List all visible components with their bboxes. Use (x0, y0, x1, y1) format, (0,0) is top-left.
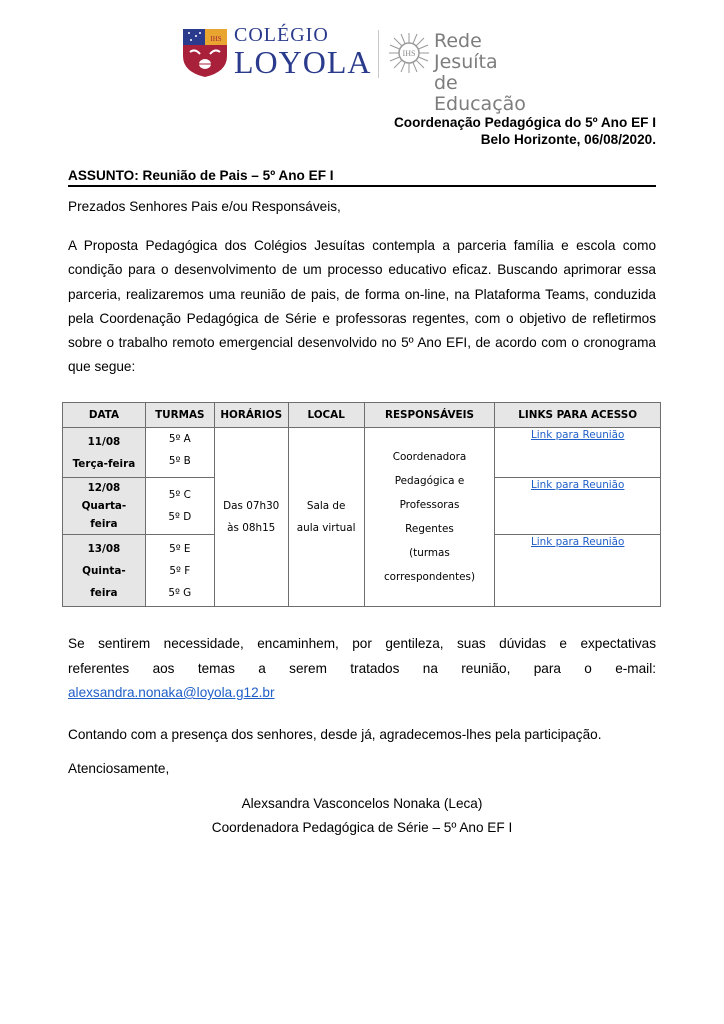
sunburst-monogram: IHS (402, 49, 416, 58)
email-link[interactable]: alexsandra.nonaka@loyola.g12.br (68, 685, 275, 700)
col-header-links: LINKS PARA ACESSO (495, 403, 661, 428)
coordination-header (394, 114, 656, 148)
place-date: Belo Horizonte, 06/08/2020. (480, 132, 656, 147)
thanks-paragraph: Contando com a presença dos senhores, desde já, agradecemos-lhes pela participação. (68, 727, 602, 742)
contact-paragraph (68, 632, 656, 706)
date: 13/08 (87, 542, 121, 555)
weekday: Quinta- (82, 564, 126, 577)
date: 12/08 (87, 482, 121, 494)
contact-line2: referentes aos temas a serem tratados na reunião, para o e-mail: (68, 660, 656, 676)
col-header-location: LOCAL (288, 403, 364, 428)
signature-role: Coordenadora Pedagógica de Série – 5º Ano EF I (211, 819, 513, 835)
letterhead (178, 22, 548, 115)
responsible-line: Pedagógica e (394, 475, 465, 487)
location-line2: aula virtual (296, 522, 356, 534)
class: 5º A (168, 433, 191, 445)
subject-line: ASSUNTO: Reunião de Pais – 5º Ano EF I (68, 168, 656, 187)
meeting-link[interactable]: Link para Reunião (530, 429, 625, 441)
location-cell (288, 428, 364, 607)
table-header-row (63, 403, 661, 428)
weekday: Terça-feira (72, 457, 136, 470)
time-end: às 08h15 (227, 522, 276, 534)
responsible-line: correspondentes) (383, 571, 476, 583)
col-header-times: HORÁRIOS (214, 403, 288, 428)
classes-cell (145, 535, 214, 607)
network-name-line1: Rede Jesuíta (434, 30, 498, 73)
jesuit-sunburst-icon (388, 32, 430, 74)
date-cell (63, 428, 146, 478)
class: 5º D (168, 511, 192, 523)
class: 5º G (168, 586, 192, 599)
responsible-line: Professoras (399, 499, 460, 511)
table-row (63, 428, 661, 478)
intro-paragraph: A Proposta Pedagógica dos Colégios Jesuítas contempla a parceria família e escola como condição para o desenvolvimento de um processo educativo eficaz. Buscando aprimorar essa parceria, realizaremos uma reunião de pais, de forma on-line, na Plataforma Teams, conduzida pela Coordenação Pedagógica de Série e professoras regentes, com o objetivo de refletirmos sobre o trabalho remoto emergencial desenvolvido no 5º Ano EFI, de acordo com o cronograma que segue: (68, 238, 656, 375)
responsible-line: Coordenadora (392, 451, 467, 463)
responsible-line: Regentes (405, 523, 454, 535)
responsible-line: (turmas (409, 547, 450, 559)
col-header-classes: TURMAS (145, 403, 214, 428)
time-cell (214, 428, 288, 607)
weekday: feira (90, 586, 118, 599)
weekday: Quarta- (81, 500, 127, 512)
link-cell (495, 478, 661, 535)
class: 5º F (169, 564, 191, 577)
schedule-table (62, 402, 661, 607)
school-name-line2: LOYOLA (234, 44, 372, 80)
date: 11/08 (87, 435, 121, 448)
date-cell (63, 535, 146, 607)
school-name-line1: COLÉGIO (234, 24, 329, 46)
class: 5º C (168, 489, 191, 501)
date-cell (63, 478, 146, 535)
time-start: Das 07h30 (223, 500, 280, 512)
school-shield-icon (182, 28, 228, 78)
col-header-responsible: RESPONSÁVEIS (364, 403, 495, 428)
classes-cell (145, 478, 214, 535)
logo-divider (378, 30, 379, 78)
contact-line1: Se sentirem necessidade, encaminhem, por gentileza, suas dúvidas e expectativas (68, 636, 656, 651)
signature-block (68, 792, 656, 839)
shield-monogram: IHS (210, 35, 222, 43)
meeting-link[interactable]: Link para Reunião (530, 536, 625, 548)
location-line1: Sala de (306, 500, 346, 512)
coordination-title: Coordenação Pedagógica do 5º Ano EF I (393, 115, 656, 130)
greeting: Prezados Senhores Pais e/ou Responsáveis, (68, 199, 341, 214)
link-cell (495, 428, 661, 478)
network-name-line2: de Educação (434, 72, 526, 115)
meeting-link[interactable]: Link para Reunião (530, 479, 625, 491)
weekday: feira (90, 518, 118, 530)
class: 5º E (169, 542, 191, 555)
network-name (434, 31, 548, 115)
link-cell (495, 535, 661, 607)
responsible-cell (364, 428, 495, 607)
col-header-date: DATA (63, 403, 146, 428)
class: 5º B (168, 455, 191, 467)
school-name (234, 24, 372, 78)
classes-cell (145, 428, 214, 478)
signature-name: Alexsandra Vasconcelos Nonaka (Leca) (241, 796, 483, 811)
closing: Atenciosamente, (68, 761, 170, 776)
